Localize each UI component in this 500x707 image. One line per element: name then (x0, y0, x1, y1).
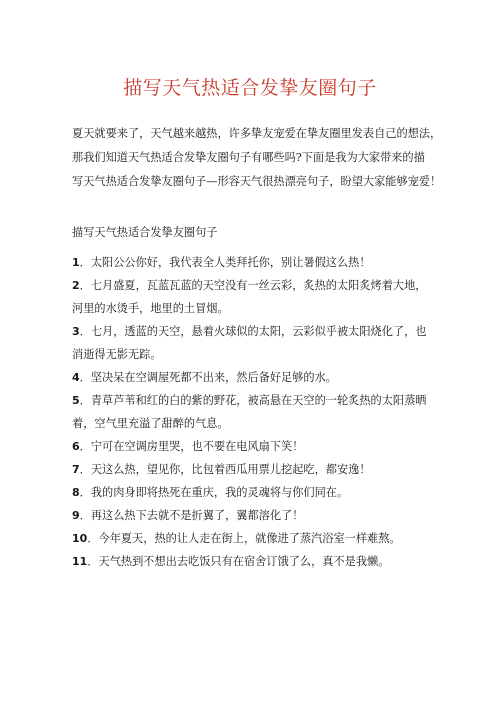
list-item (72, 274, 452, 297)
list-item-continuation: 河里的水烫手，地里的土冒烟。 (72, 302, 229, 315)
item-text: ．天气热到不想出去吃饭只有在宿舍订饿了么，真不是我懒。 (87, 555, 390, 568)
list-item (72, 320, 452, 343)
item-text: ．今年夏天，热的让人走在街上，就像进了蒸汽浴室一样难熬。 (87, 532, 401, 545)
item-number: 1 (72, 256, 80, 269)
item-text: ．青草芦苇和红的白的紫的野花，被高悬在天空的一轮炙热的太阳蒸晒 (79, 394, 427, 407)
list-item (72, 366, 452, 389)
list-item (72, 458, 452, 481)
list-item (72, 251, 452, 274)
list-item-continuation: 消逝得无影无踪。 (72, 348, 162, 361)
item-text: ．七月，透蓝的天空，悬着火球似的太阳，云彩似乎被太阳烧化了，也 (79, 325, 427, 338)
list-item (72, 504, 452, 527)
item-number: 9 (72, 509, 80, 522)
section-heading: 描写天气热适合发挚友圈句子 (72, 226, 218, 239)
item-number: 11 (72, 555, 88, 568)
item-text: ．太阳公公你好，我代表全人类拜托你，别让暑假这么热！ (79, 256, 371, 269)
list-item (72, 550, 452, 573)
intro-line: 写天气热适合发挚友圈句子—形容天气很热漂亮句子，盼望大家能够宠爱！ (72, 175, 442, 188)
list-item (72, 527, 452, 550)
list-item (72, 481, 452, 504)
item-number: 10 (72, 532, 88, 545)
intro-line: 那我们知道天气热适合发挚友圈句子有哪些吗?下面是我为大家带来的描 (72, 151, 425, 164)
item-text: ．七月盛夏，瓦蓝瓦蓝的天空没有一丝云彩，炙热的太阳炙烤着大地， (79, 279, 427, 292)
intro-line: 夏天就要来了，天气越来越热，许多挚友宠爱在挚友圈里发表自己的想法， (72, 127, 442, 140)
document-title: 描写天气热适合发挚友圈句子 (123, 77, 377, 99)
item-text: ．宁可在空调房里哭，也不要在电风扇下笑！ (79, 440, 304, 453)
item-number: 7 (72, 463, 80, 476)
sentence-list (72, 251, 452, 573)
item-text: ．坚决呆在空调屋死都不出来，然后备好足够的水。 (79, 371, 337, 384)
list-item (72, 389, 452, 412)
item-number: 5 (72, 394, 80, 407)
intro-paragraph (72, 122, 452, 194)
item-number: 8 (72, 486, 80, 499)
list-item-continuation: 着，空气里充溢了甜醉的气息。 (72, 417, 229, 430)
item-text: ．我的肉身即将热死在重庆，我的灵魂将与你们同在。 (79, 486, 349, 499)
item-number: 4 (72, 371, 80, 384)
item-number: 2 (72, 279, 80, 292)
item-text: ．天这么热，望见你，比包着西瓜用票儿挖起吃，都安逸！ (79, 463, 371, 476)
item-number: 3 (72, 325, 80, 338)
item-number: 6 (72, 440, 80, 453)
list-item (72, 435, 452, 458)
item-text: ．再这么热下去就不是折翼了，翼都溶化了！ (79, 509, 304, 522)
